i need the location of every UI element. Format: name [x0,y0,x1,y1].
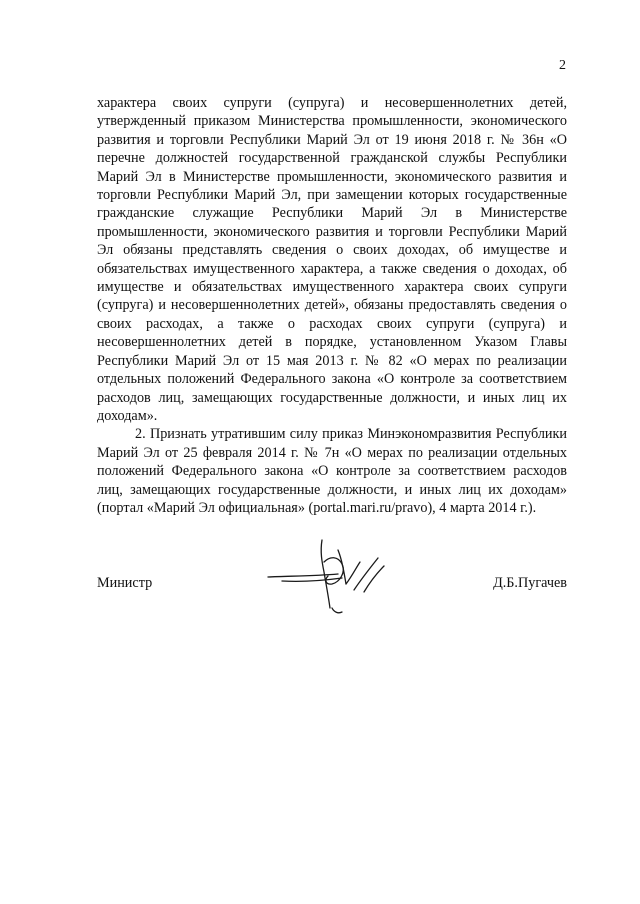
handwritten-signature-icon [260,532,410,616]
paragraph-item-2: 2. Признать утратившим силу приказ Минэкономразвития Республики Марий Эл от 25 февраля 2014 г. № 7н «О мерах по реализации отдельных положений Федерального закона «О контроле за соответствием расходов лиц, замещающих государственные должности, и иных лиц их доходам» (портал «Марий Эл официальная» (portal.mari.ru/pravo), 4 марта 2014 г.). [97,426,567,516]
signatory-name: Д.Б.Пугачев [493,575,567,591]
page-number: 2 [559,58,566,73]
signatory-title: Министр [97,575,153,591]
document-body [97,94,567,517]
paragraph-continuation: характера своих супруги (супруга) и несовершеннолетних детей, утвержденный приказом Министерства промышленности, экономического развития и торговли Республики Марий Эл от 19 июня 2018 г. № 36н «О перечне должностей государственной гражданской службы Республики Марий Эл в Министерстве промышленности, экономического развития и торговли Республики Марий Эл, при замещении которых государственные гражданские служащие Республики Марий Эл в Министерстве промышленности, экономического развития и торговли Республики Марий Эл обязаны представлять сведения о своих доходах, об имуществе и обязательствах имущественного характера, а также сведения о доходах, об имуществе и обязательствах имущественного характера своих супруги (супруга) и несовершеннолетних детей», обязаны предоставлять сведения о своих расходах, а также о расходах своих супруги (супруга) и несовершеннолетних детей в порядке, установленном Указом Главы Республики Марий Эл от 15 мая 2013 г. № 82 «О мерах по реализации отдельных положений Федерального закона «О контроле за соответствием расходов лиц, замещающих государственные должности, и иных лиц их доходам». [97,95,567,424]
